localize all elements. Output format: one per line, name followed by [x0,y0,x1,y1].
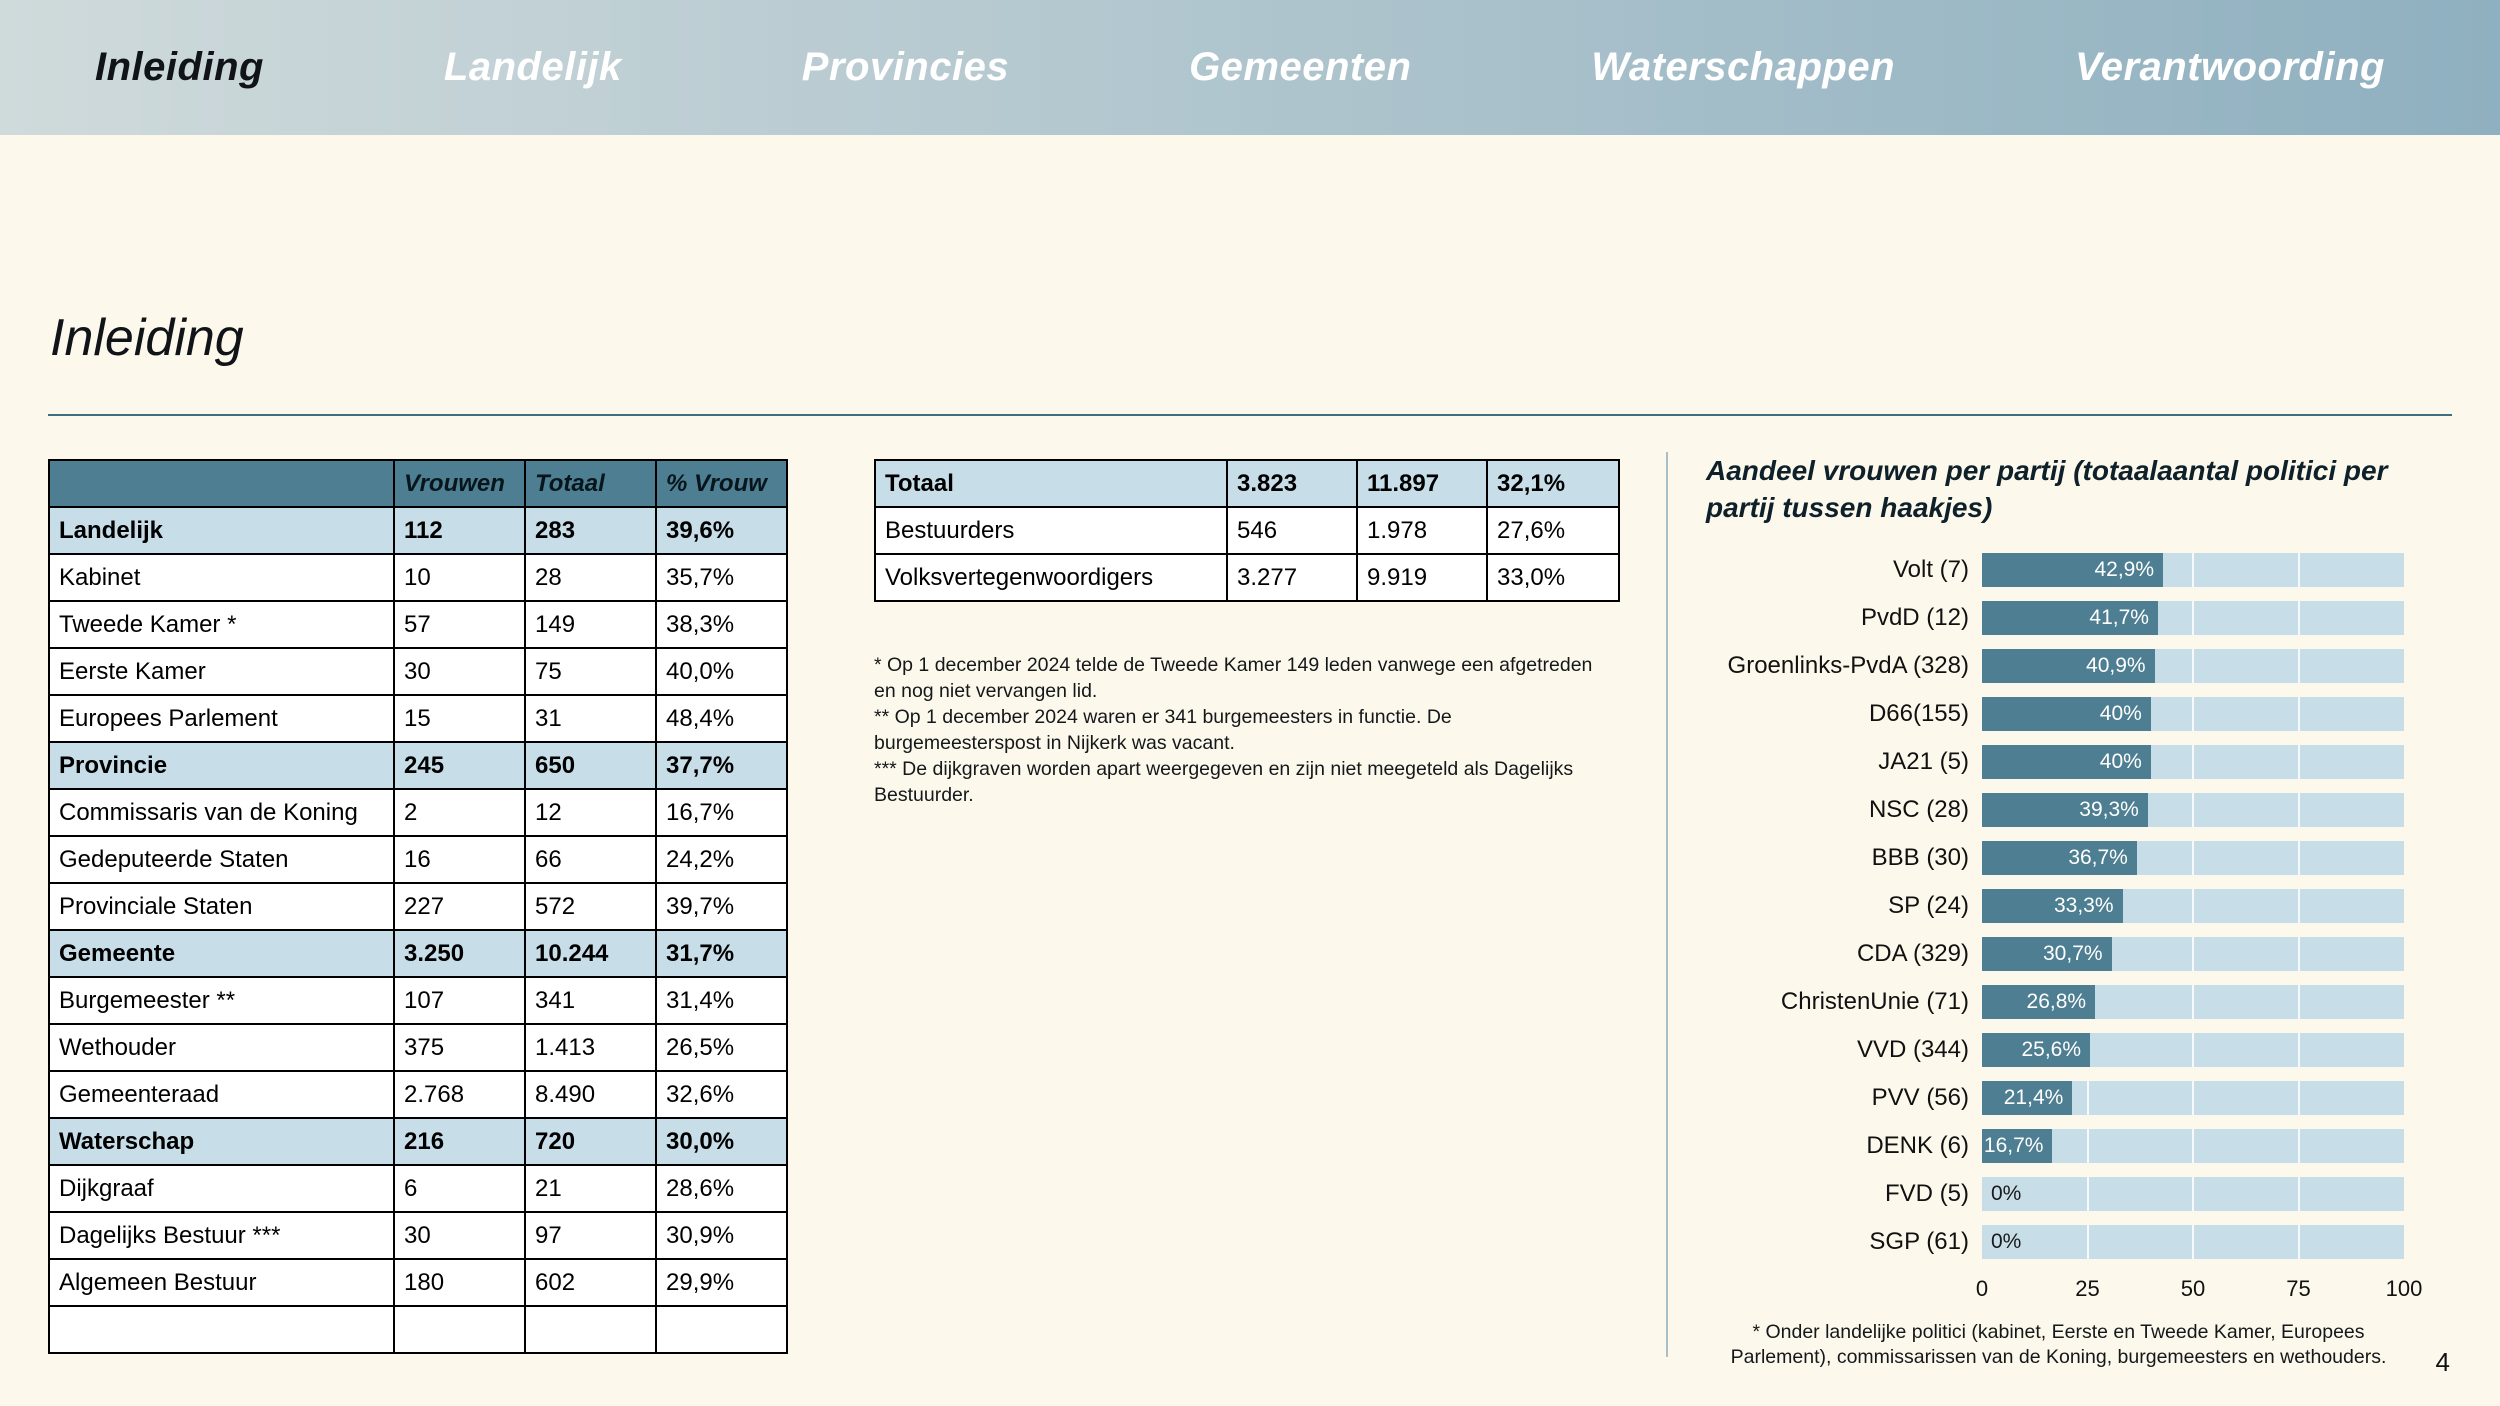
chart-category-label: PvdD (12) [1860,604,1969,631]
chart-bar-track [1982,1177,2404,1211]
chart-bar [1982,745,2151,779]
row-value: 39,6% [656,507,787,554]
row-value: 75 [525,648,656,695]
table-row [49,742,787,789]
party-bar-chart [1706,546,2412,1266]
row-label: Wethouder [49,1024,394,1071]
chart-bar-track [1982,889,2404,923]
row-value: 3.823 [1227,460,1357,507]
gridline [2192,889,2194,923]
gridline [2087,1225,2089,1259]
row-label: Eerste Kamer [49,648,394,695]
gridline [2298,841,2300,875]
row-value: 216 [394,1118,525,1165]
row-value: 32,1% [1487,460,1619,507]
table-row [49,1259,787,1306]
row-value: 39,7% [656,883,787,930]
row-value: 3.277 [1227,554,1357,601]
row-value: 48,4% [656,695,787,742]
chart-bar-track [1982,1033,2404,1067]
footnote: *** De dijkgraven worden apart weergegeven en zijn niet meegeteld als Dagelijks Bestuurder. [874,758,1574,806]
row-value: 227 [394,883,525,930]
chart-row [1706,1122,2412,1170]
row-value: 1.413 [525,1024,656,1071]
chart-row [1706,1218,2412,1266]
chart-bar-track [1982,1129,2404,1163]
x-axis-tick-label: 75 [2286,1276,2311,1301]
chart-bar-track [1982,841,2404,875]
chart-bar-track [1982,697,2404,731]
row-value: 31,4% [656,977,787,1024]
row-value: 31,7% [656,930,787,977]
footnote: * Op 1 december 2024 telde de Tweede Kamer 149 leden vanwege een afgetreden en nog niet vervangen lid. [874,654,1593,702]
row-value: 57 [394,601,525,648]
chart-category-label: CDA (329) [1856,940,1969,967]
chart-bar [1982,649,2155,683]
row-label: Dijkgraaf [49,1165,394,1212]
chart-bar-track [1982,745,2404,779]
chart-bar [1982,889,2123,923]
page-number: 4 [2435,1347,2450,1377]
chart-bar [1982,793,2148,827]
table-row [49,1071,787,1118]
title-divider [48,414,2452,416]
gridline [2192,601,2194,635]
row-label: Burgemeester ** [49,977,394,1024]
bar-value-label: 25,6% [2021,1038,2082,1061]
table-row [49,883,787,930]
row-value: 28,6% [656,1165,787,1212]
bar-value-label: 0% [1991,1230,2022,1253]
row-value: 149 [525,601,656,648]
row-value: 31 [525,695,656,742]
chart-bar-track [1982,985,2404,1019]
table-row [49,507,787,554]
row-value: 66 [525,836,656,883]
row-value: 30,0% [656,1118,787,1165]
gridline [2298,553,2300,587]
row-value [394,1306,525,1353]
gridline [2192,745,2194,779]
chart-row [1706,978,2412,1026]
nav-item-landelijk[interactable]: Landelijk [443,45,622,89]
x-axis-tick-label: 50 [2180,1276,2206,1301]
chart-bar-track [1982,1225,2404,1259]
chart-row [1706,1170,2412,1218]
row-value: 16 [394,836,525,883]
row-value: 27,6% [1487,507,1619,554]
chart-bar [1982,697,2151,731]
nav-item-waterschappen[interactable]: Waterschappen [1591,45,1896,89]
chart-category-label: FVD (5) [1885,1180,1969,1207]
row-label: Gemeente [49,930,394,977]
row-value: 37,7% [656,742,787,789]
gridline [2087,1177,2089,1211]
gridline [2087,1081,2089,1115]
row-value: 650 [525,742,656,789]
row-value: 9.919 [1357,554,1487,601]
table-row [49,601,787,648]
row-value: 112 [394,507,525,554]
row-value: 38,3% [656,601,787,648]
row-value: 29,9% [656,1259,787,1306]
row-value: 3.250 [394,930,525,977]
chart-bar-track [1982,1081,2404,1115]
row-value: 546 [1227,507,1357,554]
gridline [2298,1225,2300,1259]
table-row [49,789,787,836]
bar-value-label: 40% [2099,750,2142,773]
chart-row [1706,882,2412,930]
top-navigation [0,0,2500,135]
row-value [525,1306,656,1353]
bar-value-label: 16,7% [1983,1134,2044,1157]
gridline [2298,745,2300,779]
row-value: 180 [394,1259,525,1306]
table-footnotes [874,652,1619,808]
row-value: 602 [525,1259,656,1306]
table-row [49,695,787,742]
chart-title: Aandeel vrouwen per partij (totaalaantal politici per partij tussen haakjes) [1706,455,2388,523]
gridline [2192,1033,2194,1067]
nav-item-gemeenten[interactable]: Gemeenten [1189,45,1412,89]
chart-category-label: ChristenUnie (71) [1780,988,1969,1015]
gridline [2298,1177,2300,1211]
row-label: Volksvertegenwoordigers [875,554,1227,601]
gridline [2298,1081,2300,1115]
row-value: 8.490 [525,1071,656,1118]
chart-bar [1982,553,2163,587]
row-value: 6 [394,1165,525,1212]
row-value: 12 [525,789,656,836]
totals-section [874,459,1620,808]
x-axis-tick-label: 25 [2075,1276,2100,1301]
x-axis-tick-label: 0 [1975,1276,1989,1301]
bar-value-label: 30,7% [2043,942,2103,965]
table-row [49,648,787,695]
row-value: 10 [394,554,525,601]
row-label: Dagelijks Bestuur *** [49,1212,394,1259]
row-label: Algemeen Bestuur [49,1259,394,1306]
vertical-divider [1666,452,1668,1357]
gridline [2192,649,2194,683]
row-label: Bestuurders [875,507,1227,554]
totals-table [874,459,1620,602]
column-header: Vrouwen [394,460,525,507]
chart-category-label: DENK (6) [1866,1132,1969,1159]
row-label: Gemeenteraad [49,1071,394,1118]
chart-bar [1982,937,2112,971]
chart-category-label: SP (24) [1888,892,1969,919]
gridline [2192,1225,2194,1259]
chart-x-axis [1975,1276,2423,1304]
gridline [2298,985,2300,1019]
bar-value-label: 40,9% [2086,654,2146,677]
overview-table-section [48,459,788,1354]
chart-bar-track [1982,649,2404,683]
gridline [2298,649,2300,683]
row-label: Europees Parlement [49,695,394,742]
row-value: 2.768 [394,1071,525,1118]
nav-item-provincies[interactable]: Provincies [801,45,1010,89]
chart-category-label: NSC (28) [1868,796,1969,823]
bar-value-label: 33,3% [2053,894,2114,917]
row-value: 30 [394,1212,525,1259]
gridline [2298,1033,2300,1067]
chart-row [1706,1074,2412,1122]
gridline [2298,697,2300,731]
chart-category-label: D66(155) [1868,700,1969,727]
table-row [49,930,787,977]
row-value: 2 [394,789,525,836]
gridline [2192,697,2194,731]
table-row [49,1118,787,1165]
row-value: 11.897 [1357,460,1487,507]
gridline [2192,841,2194,875]
chart-bar [1982,841,2137,875]
table-row [49,836,787,883]
gridline [2192,1129,2194,1163]
chart-bar-track [1982,553,2404,587]
bar-value-label: 36,7% [2068,846,2128,869]
gridline [2298,601,2300,635]
nav-item-inleiding[interactable]: Inleiding [95,45,264,89]
row-value: 375 [394,1024,525,1071]
chart-row [1706,786,2412,834]
gridline [2298,1129,2300,1163]
chart-category-label: BBB (30) [1871,844,1969,871]
chart-row [1706,546,2412,594]
x-axis-tick-label: 100 [2385,1276,2423,1301]
row-value: 28 [525,554,656,601]
row-value: 10.244 [525,930,656,977]
chart-row [1706,642,2412,690]
row-label: Totaal [875,460,1227,507]
row-label: Provinciale Staten [49,883,394,930]
table-row [875,507,1619,554]
row-value: 35,7% [656,554,787,601]
bar-value-label: 0% [1991,1182,2022,1205]
nav-item-verantwoording[interactable]: Verantwoording [2075,45,2385,89]
chart-section [1706,452,2423,1370]
gridline [2192,1081,2194,1115]
chart-bar-track [1982,937,2404,971]
gridline [2298,937,2300,971]
bar-value-label: 21,4% [2003,1086,2064,1109]
chart-bar [1982,985,2095,1019]
table-header-row [49,460,787,507]
row-value: 16,7% [656,789,787,836]
gridline [2192,937,2194,971]
bar-value-label: 26,8% [2026,990,2087,1013]
page-title: Inleiding [50,309,244,367]
row-value: 15 [394,695,525,742]
footnote: ** Op 1 december 2024 waren er 341 burgemeesters in functie. De burgemeesterspost in Nijkerk was vacant. [874,706,1452,754]
row-value: 107 [394,977,525,1024]
chart-category-label: VVD (344) [1856,1036,1969,1063]
chart-bar [1982,1081,2072,1115]
row-value: 97 [525,1212,656,1259]
gridline [2192,1177,2194,1211]
row-label: Provincie [49,742,394,789]
row-label [49,1306,394,1353]
gridline [2298,793,2300,827]
row-value: 32,6% [656,1071,787,1118]
row-label: Gedeputeerde Staten [49,836,394,883]
row-value: 30 [394,648,525,695]
table-row [49,1212,787,1259]
chart-category-label: PVV (56) [1871,1084,1969,1111]
row-value: 21 [525,1165,656,1212]
table-row [49,554,787,601]
bar-value-label: 39,3% [2079,798,2139,821]
gridline [2192,985,2194,1019]
row-value: 572 [525,883,656,930]
table-row [49,1024,787,1071]
chart-bar [1982,1129,2052,1163]
chart-bar [1982,1033,2090,1067]
row-value: 341 [525,977,656,1024]
gridline [2087,1129,2089,1163]
bar-value-label: 42,9% [2094,558,2155,581]
row-value: 40,0% [656,648,787,695]
row-value: 283 [525,507,656,554]
row-label: Tweede Kamer * [49,601,394,648]
row-value: 1.978 [1357,507,1487,554]
row-value: 26,5% [656,1024,787,1071]
gridline [2298,889,2300,923]
row-value: 720 [525,1118,656,1165]
table-row [49,1165,787,1212]
chart-row [1706,930,2412,978]
row-label: Kabinet [49,554,394,601]
chart-footnote: * Onder landelijke politici (kabinet, Eerste en Tweede Kamer, Europees Parlement), commissarissen van de Koning, burgemeesters en wethouders. [1730,1321,2387,1368]
chart-row [1706,1026,2412,1074]
chart-category-label: Volt (7) [1892,556,1969,583]
gridline [2192,553,2194,587]
chart-bar [1982,601,2158,635]
chart-row [1706,690,2412,738]
column-header: Totaal [525,460,656,507]
row-value: 30,9% [656,1212,787,1259]
gridline [2192,793,2194,827]
row-value: 24,2% [656,836,787,883]
row-label: Commissaris van de Koning [49,789,394,836]
chart-bar-track [1982,601,2404,635]
chart-category-label: Groenlinks-PvdA (328) [1727,652,1969,679]
row-value: 245 [394,742,525,789]
chart-row [1706,738,2412,786]
table-row [49,977,787,1024]
column-header [49,460,394,507]
overview-table [48,459,788,1354]
column-header: % Vrouw [656,460,787,507]
chart-bar-track [1982,793,2404,827]
chart-category-label: SGP (61) [1869,1228,1969,1255]
row-value: 33,0% [1487,554,1619,601]
row-value [656,1306,787,1353]
row-label: Waterschap [49,1118,394,1165]
bar-value-label: 40% [2099,702,2142,725]
table-row [875,554,1619,601]
chart-row [1706,594,2412,642]
row-label: Landelijk [49,507,394,554]
chart-row [1706,834,2412,882]
bar-value-label: 41,7% [2089,606,2149,629]
table-row [49,1306,787,1353]
chart-category-label: JA21 (5) [1878,748,1969,775]
table-row [875,460,1619,507]
